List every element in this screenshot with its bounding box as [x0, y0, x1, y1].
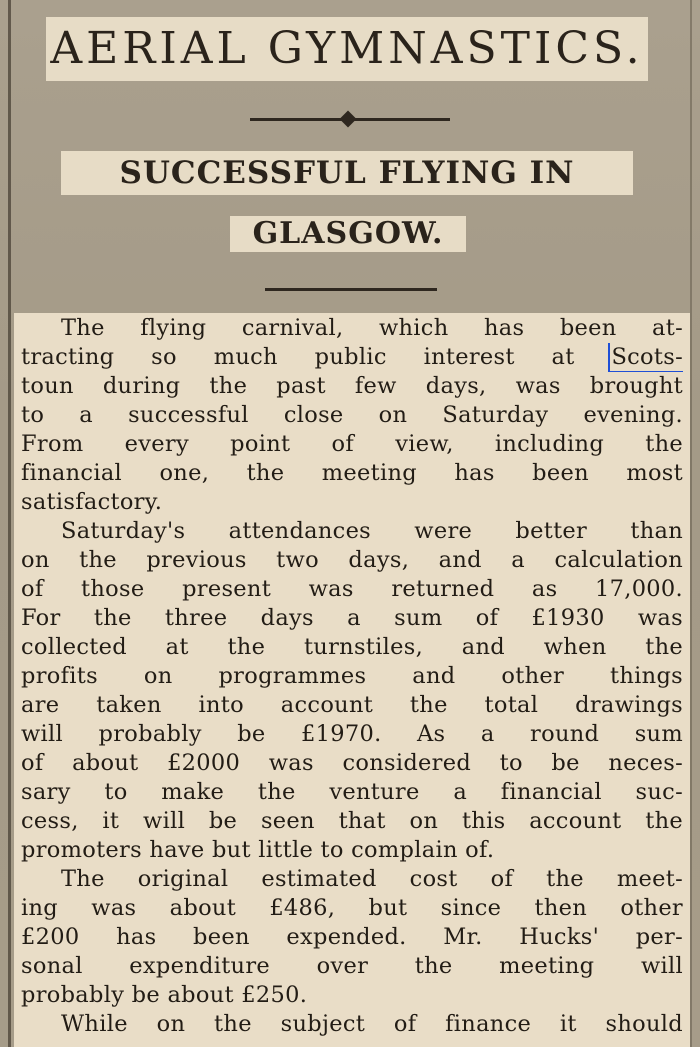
ornamental-diamond [340, 111, 357, 128]
article-line: will probably be £1970. As a round sum [21, 721, 683, 747]
article-line: ing was about £486, but since then other [21, 895, 683, 921]
column-rule-left [8, 0, 11, 1047]
article-line [21, 343, 683, 372]
article-line: satisfactory. [21, 489, 163, 515]
article-line: of those present was returned as 17,000. [21, 576, 683, 602]
article-text [21, 314, 683, 1039]
subheadline-line-2: GLASGOW. [230, 216, 466, 252]
article-line: cess, it will be seen that on this account the [21, 808, 683, 834]
subheadline-line-1: SUCCESSFUL FLYING IN [61, 151, 633, 195]
article-line: The original estimated cost of the meet- [61, 866, 683, 892]
headline: AERIAL GYMNASTICS. [46, 17, 648, 81]
article-line: Saturday's attendances were better than [61, 518, 683, 544]
article-line: profits on programmes and other things [21, 663, 683, 689]
column-rule-right [690, 0, 692, 1047]
highlighted-word[interactable]: Scots- [611, 344, 683, 370]
article-line: promoters have but little to complain of. [21, 837, 495, 863]
article-line: financial one, the meeting has been most [21, 460, 683, 486]
article-line: For the three days a sum of £1930 was [21, 605, 683, 631]
article-line: are taken into account the total drawings [21, 692, 683, 718]
article-line: of about £2000 was considered to be neces- [21, 750, 683, 776]
article-line: sonal expenditure over the meeting will [21, 953, 683, 979]
article-line: collected at the turnstiles, and when the [21, 634, 683, 660]
article-line: £200 has been expended. Mr. Hucks' per- [21, 924, 683, 950]
article-line: From every point of view, including the [21, 431, 683, 457]
section-rule [265, 288, 437, 291]
article-line: probably be about £250. [21, 982, 308, 1008]
article-line: toun during the past few days, was brought [21, 373, 683, 399]
article-line: to a successful close on Saturday evening. [21, 402, 683, 428]
article-line: While on the subject of finance it should [61, 1011, 683, 1037]
article-line: The flying carnival, which has been at- [61, 315, 683, 341]
article-line: sary to make the venture a financial suc- [21, 779, 683, 805]
article-line: on the previous two days, and a calculation [21, 547, 683, 573]
article-line-text: tracting so much public interest at [21, 344, 612, 370]
article-body [14, 313, 690, 1047]
